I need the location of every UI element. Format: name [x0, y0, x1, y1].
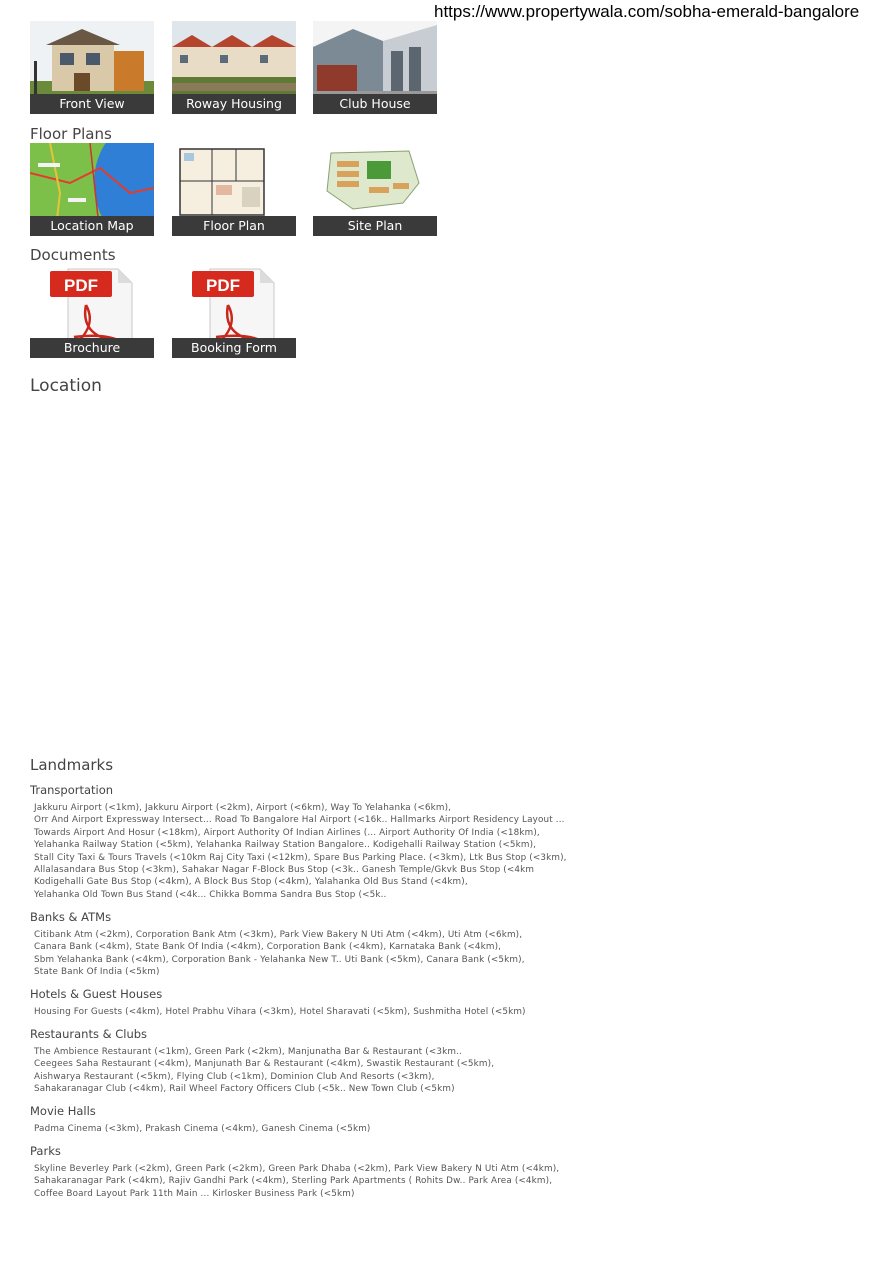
landmark-line: Allalasandara Bus Stop (<3km), Sahakar Nagar F-Block Bus Stop (<3k.. Ganesh Temple/Gkvk Bus Stop (<4km — [34, 865, 535, 876]
landmark-line: The Ambience Restaurant (<1km), Green Park (<2km), Manjunatha Bar & Restaurant (<3km.. — [34, 1047, 462, 1057]
landmarks-heading: Landmarks — [30, 756, 114, 774]
pdf-badge: PDF — [64, 276, 98, 295]
landmark-category-transportation: Transportation — [30, 783, 114, 797]
landmark-line: Jakkuru Airport (<1km), Jakkuru Airport (<2km), Airport (<6km), Way To Yelahanka (<6km), — [34, 803, 452, 813]
thumbnail-caption: Front View — [30, 94, 154, 114]
location-heading: Location — [30, 376, 102, 396]
thumbnail-caption: Location Map — [30, 216, 154, 236]
landmark-line: State Bank Of India (<5km) — [34, 967, 160, 978]
landmark-list-banks — [34, 929, 525, 979]
brochure-thumbnail[interactable] — [30, 265, 154, 358]
documents-heading: Documents — [30, 246, 116, 264]
landmark-line: Canara Bank (<4km), State Bank Of India (<4km), Corporation Bank (<4km), Karnataka Bank (<4km), — [34, 942, 502, 953]
landmark-line: Skyline Beverley Park (<2km), Green Park (<2km), Green Park Dhaba (<2km), Park View Bakery N Uti Atm (<4km), — [34, 1164, 560, 1174]
landmark-list-parks — [34, 1163, 559, 1200]
landmark-line: Aishwarya Restaurant (<5km), Flying Club (<1km), Dominion Club And Resorts (<3km), — [34, 1071, 435, 1082]
landmark-line: Orr And Airport Expressway Intersect... Road To Bangalore Hal Airport (<16k.. Hallmarks Airport Residency Layout ... — [34, 815, 565, 826]
landmark-line: Kodigehalli Gate Bus Stop (<4km), A Block Bus Stop (<4km), Yalahanka Old Bus Stand (<4km), — [34, 877, 468, 888]
landmark-line: Stall City Taxi & Tours Travels (<10km Raj City Taxi (<12km), Spare Bus Parking Place. (<3km), Ltk Bus Stop (<3km), — [34, 852, 567, 863]
front-view-thumbnail[interactable] — [30, 21, 154, 114]
landmark-list-hotels — [34, 1006, 526, 1018]
floor-plan-thumbnail[interactable] — [172, 143, 296, 236]
thumbnail-caption: Floor Plan — [172, 216, 296, 236]
landmark-line: Yelahanka Old Town Bus Stand (<4k... Chikka Bomma Sandra Bus Stop (<5k.. — [34, 889, 387, 900]
thumbnail-caption: Roway Housing — [172, 94, 296, 114]
landmark-line: Sahakaranagar Club (<4km), Rail Wheel Factory Officers Club (<5k.. New Town Club (<5km) — [34, 1084, 455, 1095]
roway-housing-thumbnail[interactable] — [172, 21, 296, 114]
location-map-area — [30, 404, 590, 744]
landmark-line: Housing For Guests (<4km), Hotel Prabhu Vihara (<3km), Hotel Sharavati (<5km), Sushmitha Hotel (<5km) — [34, 1007, 526, 1017]
landmark-line: Citibank Atm (<2km), Corporation Bank Atm (<3km), Park View Bakery N Uti Atm (<4km), Uti Atm (<6km), — [34, 930, 523, 940]
thumbnail-caption: Site Plan — [313, 216, 437, 236]
page-url[interactable]: https://www.propertywala.com/sobha-emerald-bangalore — [434, 2, 860, 21]
landmark-category-banks: Banks & ATMs — [30, 910, 112, 924]
location-map-thumbnail[interactable] — [30, 143, 154, 236]
thumbnail-caption: Club House — [313, 94, 437, 114]
thumbnail-caption: Brochure — [30, 338, 154, 358]
landmark-category-parks: Parks — [30, 1144, 61, 1158]
landmark-category-restaurants: Restaurants & Clubs — [30, 1027, 148, 1041]
landmark-line: Yelahanka Railway Station (<5km), Yelahanka Railway Station Bangalore.. Kodigehalli Railway Station (<5km), — [34, 840, 537, 851]
pdf-badge: PDF — [206, 276, 240, 295]
landmark-category-hotels: Hotels & Guest Houses — [30, 987, 163, 1001]
landmark-line: Ceegees Saha Restaurant (<4km), Manjunath Bar & Restaurant (<4km), Swastik Restaurant (<5km), — [34, 1059, 495, 1070]
landmark-category-movie-halls: Movie Halls — [30, 1104, 96, 1118]
landmark-line: Padma Cinema (<3km), Prakash Cinema (<4km), Ganesh Cinema (<5km) — [34, 1124, 371, 1134]
booking-form-thumbnail[interactable] — [172, 265, 296, 358]
landmark-line: Coffee Board Layout Park 11th Main ... Kirlosker Business Park (<5km) — [34, 1188, 355, 1199]
landmark-line: Towards Airport And Hosur (<18km), Airport Authority Of Indian Airlines (... Airport Authority Of India (<18km), — [34, 827, 540, 838]
landmark-list-restaurants — [34, 1046, 494, 1096]
site-plan-thumbnail[interactable] — [313, 143, 437, 236]
floor-plans-heading: Floor Plans — [30, 125, 112, 143]
landmark-line: Sbm Yelahanka Bank (<4km), Corporation Bank - Yelahanka New T.. Uti Bank (<5km), Canara Bank (<5km), — [34, 954, 525, 965]
club-house-thumbnail[interactable] — [313, 21, 437, 114]
landmark-line: Sahakaranagar Park (<4km), Rajiv Gandhi Park (<4km), Sterling Park Apartments ( Rohits Dw.. Park Area (<4km), — [34, 1176, 553, 1187]
landmark-list-transportation — [34, 802, 567, 901]
landmark-list-movie-halls — [34, 1123, 371, 1135]
thumbnail-caption: Booking Form — [172, 338, 296, 358]
